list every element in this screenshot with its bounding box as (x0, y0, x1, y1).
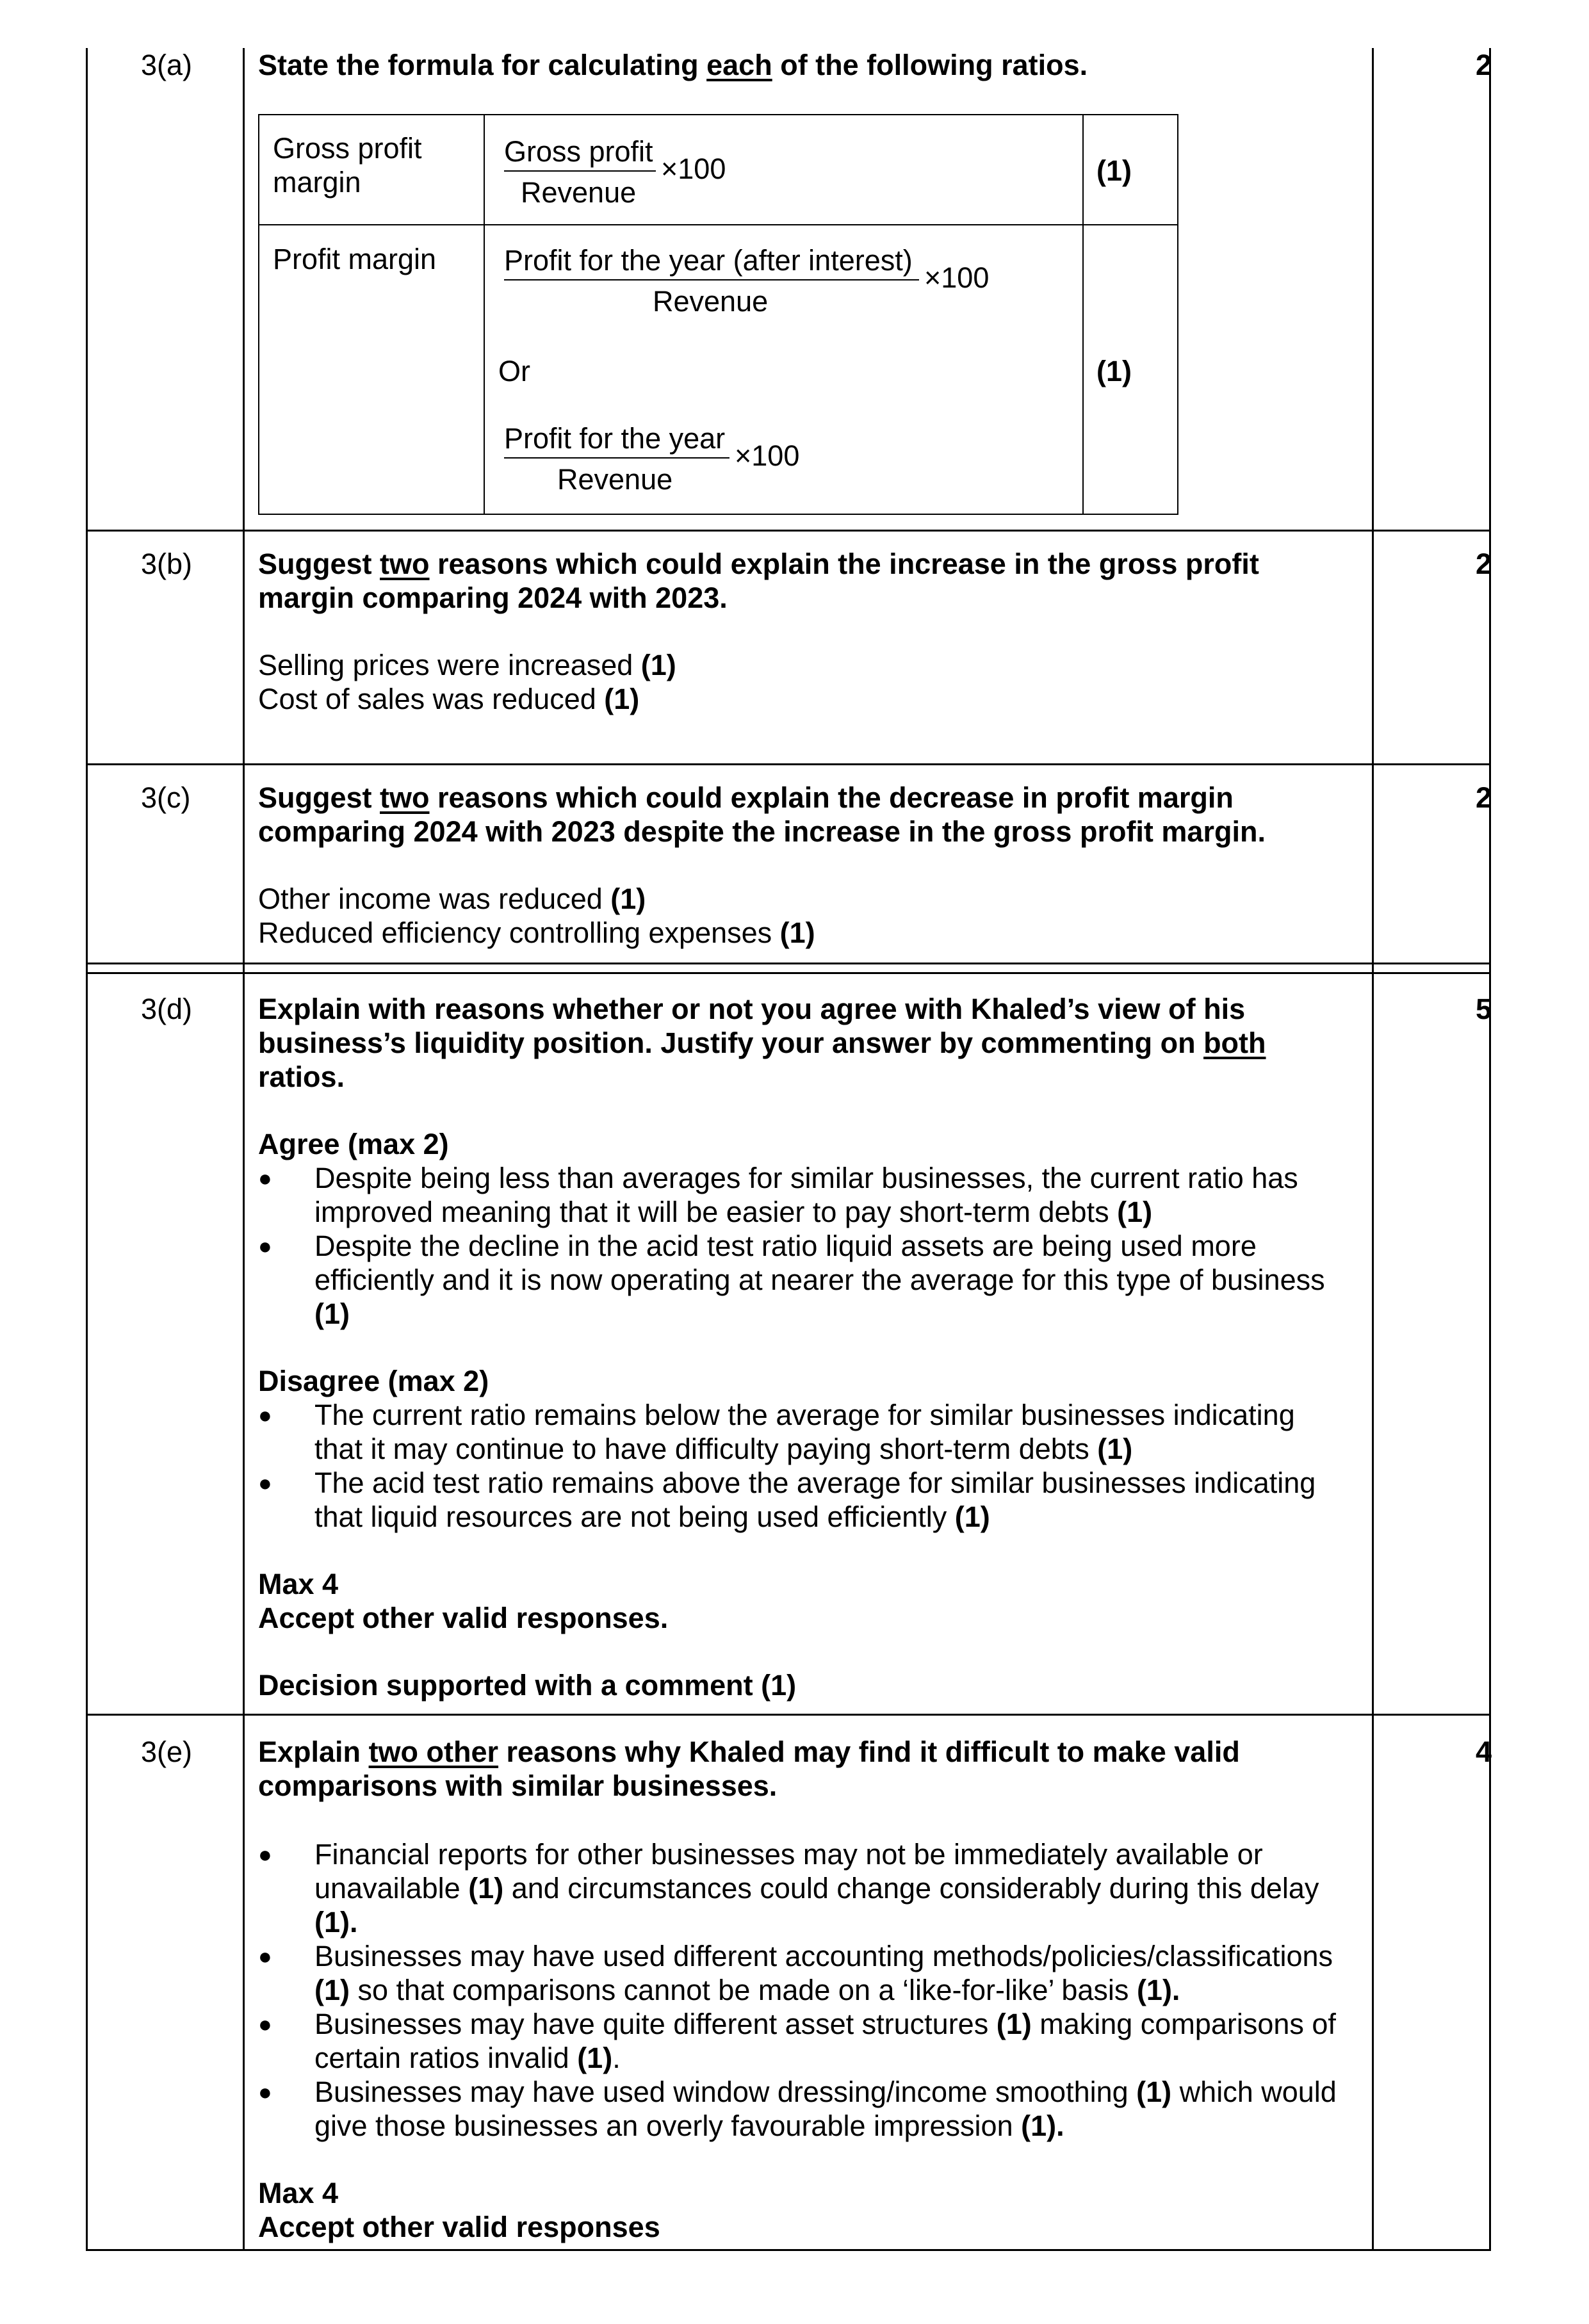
question-prompt: Suggest two reasons which could explain the decrease in profit margin (258, 781, 1234, 814)
row-divider (86, 972, 1491, 974)
question-prompt: Explain with reasons whether or not you agree with Khaled’s view of his (258, 993, 1246, 1025)
max-marks-note: Max 4 (258, 1568, 339, 1600)
fraction-bar (504, 457, 729, 459)
bullet-icon: ● (258, 1470, 272, 1496)
question-number: 3(d) (141, 993, 193, 1025)
row-divider (86, 963, 1491, 964)
table-border-col3 (1372, 48, 1374, 2251)
question-prompt-line2: business’s liquidity position. Justify your answer by commenting on both (258, 1027, 1266, 1059)
table-border-bottom (86, 2249, 1491, 2251)
question-number: 3(a) (141, 49, 193, 81)
ratio-label: Gross profit margin (273, 132, 422, 199)
question-marks: 4 (1475, 1735, 1492, 1768)
bullet-icon: ● (258, 1402, 272, 1428)
disagree-heading: Disagree (max 2) (258, 1365, 489, 1397)
question-prompt-line2: comparing 2024 with 2023 despite the increase in the gross profit margin. (258, 815, 1266, 848)
row-divider (86, 763, 1491, 765)
formula-mark: (1) (1096, 355, 1132, 387)
bullet-icon: ● (258, 2011, 272, 2037)
ratio-label: Profit margin (273, 243, 437, 275)
question-prompt: State the formula for calculating each of the following ratios. (258, 49, 1088, 81)
formula-table-col (484, 114, 485, 514)
question-marks: 2 (1475, 49, 1492, 81)
bullet-icon: ● (258, 1233, 272, 1259)
accept-note: Accept other valid responses (258, 2211, 660, 2243)
accept-note: Accept other valid responses. (258, 1602, 669, 1634)
question-prompt-line2: comparisons with similar businesses. (258, 1769, 778, 1802)
answer-line: Other income was reduced (1) (258, 882, 646, 915)
question-number: 3(c) (141, 781, 191, 814)
table-border-col2 (243, 48, 245, 2251)
max-marks-note: Max 4 (258, 2177, 339, 2209)
answer-line: Selling prices were increased (1) (258, 649, 676, 681)
question-prompt-line2: margin comparing 2024 with 2023. (258, 581, 728, 614)
question-number: 3(e) (141, 1735, 193, 1768)
fraction-denominator: Revenue (653, 285, 769, 318)
multiplier: ×100 (661, 152, 726, 185)
or-text: Or (498, 355, 530, 387)
question-marks: 2 (1475, 548, 1492, 580)
agree-heading: Agree (max 2) (258, 1128, 449, 1160)
bullet-icon: ● (258, 1165, 272, 1191)
fraction-numerator: Gross profit (504, 135, 653, 168)
row-divider (86, 530, 1491, 532)
row-divider (86, 1714, 1491, 1716)
bullet-icon: ● (258, 1943, 272, 1969)
question-prompt: Explain two other reasons why Khaled may find it difficult to make valid (258, 1735, 1240, 1768)
question-marks: 2 (1475, 781, 1492, 814)
question-prompt-line3: ratios. (258, 1060, 345, 1093)
fraction-denominator: Revenue (557, 463, 673, 496)
fraction-denominator: Revenue (521, 176, 637, 209)
fraction-numerator: Profit for the year (after interest) (504, 244, 913, 277)
answer-line: Reduced efficiency controlling expenses (1) (258, 916, 815, 949)
fraction-bar (504, 279, 919, 280)
table-border-right (1489, 48, 1491, 2251)
formula-table-col (1082, 114, 1084, 514)
table-border-left (86, 48, 88, 2251)
formula-mark: (1) (1096, 154, 1132, 187)
answer-line: Cost of sales was reduced (1) (258, 683, 640, 715)
formula-table-row (258, 224, 1177, 225)
question-number: 3(b) (141, 548, 193, 580)
multiplier: ×100 (735, 439, 800, 472)
decision-note: Decision supported with a comment (1) (258, 1669, 797, 1702)
question-marks: 5 (1475, 993, 1492, 1025)
fraction-numerator: Profit for the year (504, 422, 726, 455)
mark-scheme-page: 3(a) State the formula for calculating each of the following ratios. 2 Gross profit margin Gross profit Revenue ×100 (1) Profit margin Profit for the year (after interest) Revenue ×100 Or (1) Profit for the year Revenue ×100 3(b) Suggest two reasons which could explain the increase in the gross profit margin comparing 2024 with 2023. 2 Selling prices were increased (1) Cost of sales was reduced (1) 3(c) Suggest two reasons which could explain the decrease in profit margin comparing 2024 with 2023 despite the increase in the gross profit margin. 2 Other income was reduced (1) Reduced efficiency controlling expenses (1) 3(d) Explain with reasons whether or not you agree with Khaled’s view of his business’s liquidity position. Justify your answer by commenting on both ratios. 5 Agree (max 2) ● Despite being less than averages for similar businesses, the current ratio has improved meaning that it will be easier to pay short-term debts (1) ● Despite the decline in the acid test ratio liquid assets are being used more efficiently and it is now operating at nearer the average for this type of business (1) Disagree (max 2) ● The current ratio remains below the average for similar businesses indicating that it may continue to have difficulty paying short-term debts (1) ● The acid test ratio remains above the average for similar businesses indicating that liquid resources are not being used efficiently (1) Max 4 Accept other valid responses. Decision supported with a comment (1) 3(e) Explain two other reasons why Khaled may find it difficult to make valid comparisons with similar businesses. 4 ● Financial reports for other businesses may not be immediately available or unavailable (1) and circumstances could change considerably during this delay (1). ● Businesses may have used different accounting methods/policies/classifications (1) so that comparisons cannot be made on a ‘like-for-like’ basis (1). ● Businesses may have quite different asset structures (1) making comparisons of certain ratios invalid (1). ● Businesses may have used window dressing/income smoothing (1) which would give those businesses an overly favourable impression (1). Max 4 Accept other valid responses (0, 0, 1589, 2324)
bullet-icon: ● (258, 1841, 272, 1867)
bullet-icon: ● (258, 2079, 272, 2105)
question-prompt: Suggest two reasons which could explain the increase in the gross profit (258, 548, 1259, 580)
fraction-bar (504, 170, 656, 172)
multiplier: ×100 (924, 261, 990, 294)
